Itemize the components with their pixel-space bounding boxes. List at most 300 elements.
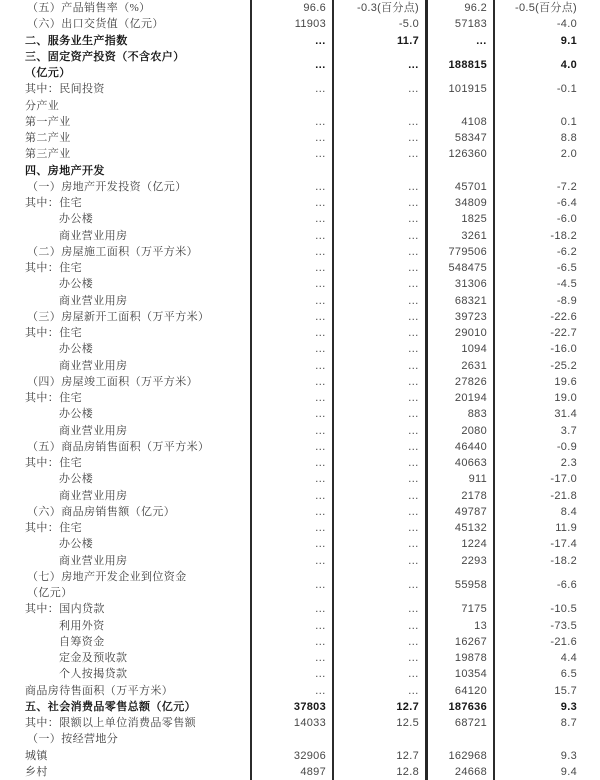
- indicator-label-line1: 城镇: [25, 749, 48, 762]
- table-row: [0, 569, 600, 602]
- current-value-cell-text: …: [314, 327, 326, 339]
- cumulative-growth-cell: [493, 699, 600, 715]
- current-growth-cell-text: …: [407, 213, 419, 226]
- current-growth-cell: [332, 130, 425, 146]
- indicator-label-line1: 定金及预收款: [59, 652, 128, 664]
- current-value-cell: [250, 98, 332, 114]
- current-value-cell-text: …: [314, 424, 326, 437]
- current-growth-cell-text: 12.5: [396, 717, 419, 729]
- cumulative-growth-cell-text: 9.4: [560, 765, 577, 778]
- cumulative-growth-cell: [493, 471, 600, 487]
- cumulative-growth-cell-text: -25.2: [550, 359, 577, 372]
- cumulative-growth-cell: [493, 130, 600, 146]
- indicator-label-line1: （一）房地产开发投资（亿元）: [27, 180, 187, 193]
- table-row: [0, 488, 600, 504]
- cumulative-growth-cell-text: 4.0: [560, 58, 577, 71]
- current-value-cell: [250, 471, 332, 487]
- cumulative-value-cell: [425, 471, 493, 487]
- indicator-label: [0, 455, 250, 471]
- cumulative-value-cell-text: 4108: [461, 115, 487, 128]
- cumulative-value-cell: [425, 81, 493, 97]
- current-value-cell-text: 4897: [300, 765, 326, 778]
- indicator-label-line1: 其中：住宅: [25, 197, 82, 209]
- cumulative-value-cell-text: 34809: [454, 197, 487, 209]
- indicator-label-line1: 乡村: [25, 765, 48, 778]
- indicator-label: [0, 504, 250, 520]
- current-growth-cell-text: …: [407, 457, 419, 469]
- table-row: [0, 195, 600, 211]
- current-value-cell-text: …: [314, 440, 326, 453]
- current-value-cell-text: …: [314, 310, 326, 323]
- current-growth-cell-text: …: [407, 359, 419, 372]
- current-growth-cell: [332, 666, 425, 682]
- cumulative-value-cell-text: 31306: [454, 278, 487, 291]
- cumulative-value-cell-text: 64120: [454, 684, 487, 697]
- cumulative-growth-cell: [493, 406, 600, 422]
- current-value-cell-text: …: [314, 262, 326, 274]
- current-growth-cell: [332, 341, 425, 357]
- cumulative-value-cell: [425, 325, 493, 341]
- current-growth-cell-text: …: [407, 58, 419, 71]
- indicator-label-line2: （亿元）: [25, 67, 71, 79]
- table-row: [0, 309, 600, 325]
- cumulative-value-cell-text: 1094: [461, 343, 487, 356]
- cumulative-growth-cell-text: 8.8: [560, 132, 577, 144]
- table-row: [0, 520, 600, 536]
- indicator-label: [0, 618, 250, 634]
- cumulative-growth-cell: [493, 715, 600, 731]
- indicator-label-line1: 商业营业用房: [59, 359, 128, 372]
- current-value-cell: [250, 406, 332, 422]
- cumulative-growth-cell: [493, 488, 600, 504]
- indicator-label: [0, 406, 250, 422]
- indicator-label: [0, 650, 250, 666]
- current-growth-cell: [332, 748, 425, 764]
- current-value-cell: [250, 276, 332, 292]
- current-growth-cell-text: …: [407, 83, 419, 96]
- indicator-label-line1: 其中：住宅: [25, 457, 82, 469]
- current-value-cell: [250, 0, 332, 16]
- cumulative-value-cell: [425, 130, 493, 146]
- cumulative-growth-cell-text: 19.6: [554, 375, 577, 388]
- current-value-cell-text: …: [314, 684, 326, 697]
- table-row: [0, 455, 600, 471]
- indicator-label: [0, 683, 250, 699]
- cumulative-growth-cell: [493, 455, 600, 471]
- cumulative-growth-cell-text: -18.2: [550, 229, 577, 242]
- table-row: [0, 471, 600, 487]
- indicator-label: [0, 293, 250, 309]
- cumulative-growth-cell: [493, 228, 600, 244]
- cumulative-growth-cell: [493, 569, 600, 602]
- current-growth-cell-text: …: [407, 619, 419, 632]
- cumulative-growth-cell-text: -6.0: [556, 213, 577, 226]
- cumulative-value-cell-text: 96.2: [464, 2, 487, 14]
- table-row: [0, 244, 600, 260]
- cumulative-growth-cell: [493, 748, 600, 764]
- indicator-label: [0, 520, 250, 536]
- current-value-cell: [250, 163, 332, 179]
- cumulative-value-cell: [425, 98, 493, 114]
- current-growth-cell: [332, 211, 425, 227]
- current-growth-cell-text: …: [407, 440, 419, 453]
- cumulative-value-cell: [425, 163, 493, 179]
- cumulative-growth-cell: [493, 195, 600, 211]
- cumulative-growth-cell-text: 6.5: [560, 668, 577, 681]
- cumulative-value-cell-text: 10354: [454, 668, 487, 681]
- current-value-cell-text: …: [314, 375, 326, 388]
- current-value-cell-text: …: [314, 58, 326, 71]
- indicator-label: [0, 358, 250, 374]
- cumulative-value-cell-text: 2080: [461, 424, 487, 437]
- table-row: [0, 163, 600, 179]
- indicator-label-line1: （五）产品销售率（%）: [27, 2, 151, 14]
- table-row: [0, 49, 600, 82]
- cumulative-value-cell-text: 2178: [461, 489, 487, 502]
- current-value-cell: [250, 309, 332, 325]
- cumulative-growth-cell-text: 19.0: [554, 392, 577, 404]
- cumulative-growth-cell: [493, 16, 600, 32]
- cumulative-growth-cell: [493, 325, 600, 341]
- indicator-label-line1: （五）商品房销售面积（万平方米）: [27, 440, 210, 453]
- current-value-cell: [250, 325, 332, 341]
- cumulative-growth-cell-text: -8.9: [556, 294, 577, 307]
- indicator-label-line1: 其中：住宅: [25, 262, 82, 274]
- cumulative-growth-cell-text: 9.3: [560, 700, 577, 713]
- current-value-cell-text: …: [314, 197, 326, 209]
- current-growth-cell-text: …: [407, 132, 419, 144]
- current-value-cell-text: …: [314, 652, 326, 664]
- current-growth-cell: [332, 16, 425, 32]
- current-value-cell: [250, 81, 332, 97]
- current-growth-cell-text: …: [407, 522, 419, 534]
- current-value-cell-text: …: [314, 668, 326, 681]
- current-growth-cell: [332, 146, 425, 162]
- current-growth-cell-text: …: [407, 684, 419, 697]
- current-value-cell-text: 14033: [293, 717, 326, 729]
- cumulative-value-cell: [425, 569, 493, 602]
- current-value-cell-text: …: [314, 578, 326, 591]
- cumulative-growth-cell-text: -7.2: [556, 180, 577, 193]
- current-growth-cell: [332, 439, 425, 455]
- cumulative-value-cell-text: 779506: [448, 245, 487, 258]
- indicator-label: [0, 228, 250, 244]
- current-value-cell: [250, 764, 332, 780]
- current-value-cell: [250, 439, 332, 455]
- current-value-cell: [250, 130, 332, 146]
- cumulative-value-cell: [425, 0, 493, 16]
- current-growth-cell: [332, 374, 425, 390]
- cumulative-growth-cell-text: -17.4: [550, 538, 577, 551]
- cumulative-growth-cell: [493, 33, 600, 49]
- table-row: [0, 0, 600, 16]
- cumulative-value-cell: [425, 731, 493, 747]
- current-value-cell-text: …: [314, 457, 326, 469]
- cumulative-value-cell: [425, 634, 493, 650]
- current-value-cell: [250, 731, 332, 747]
- cumulative-growth-cell-text: -10.5: [550, 603, 577, 616]
- indicator-label-line1: 办公楼: [59, 343, 94, 356]
- current-growth-cell-text: …: [407, 652, 419, 664]
- current-growth-cell: [332, 715, 425, 731]
- cumulative-value-cell: [425, 536, 493, 552]
- current-growth-cell-text: …: [407, 375, 419, 388]
- current-value-cell: [250, 49, 332, 82]
- table-row: [0, 536, 600, 552]
- cumulative-growth-cell-text: -6.4: [556, 197, 577, 209]
- table-row: [0, 81, 600, 97]
- current-value-cell-text: …: [314, 34, 326, 47]
- current-growth-cell: [332, 325, 425, 341]
- table-row: [0, 683, 600, 699]
- indicator-label: [0, 748, 250, 764]
- current-growth-cell-text: …: [407, 505, 419, 518]
- cumulative-growth-cell-text: 2.3: [560, 457, 577, 469]
- cumulative-value-cell: [425, 195, 493, 211]
- current-growth-cell: [332, 650, 425, 666]
- current-value-cell-text: …: [314, 554, 326, 567]
- current-value-cell: [250, 244, 332, 260]
- indicator-label-line1: 三、固定资产投资（不含农户）: [25, 50, 185, 63]
- indicator-label: [0, 390, 250, 406]
- cumulative-growth-cell-text: -6.2: [556, 245, 577, 258]
- indicator-label: [0, 536, 250, 552]
- current-growth-cell-text: …: [407, 603, 419, 616]
- indicator-label: [0, 49, 250, 82]
- indicator-label: [0, 244, 250, 260]
- indicator-label-line1: 办公楼: [59, 278, 94, 291]
- current-value-cell-text: 32906: [293, 749, 326, 762]
- current-value-cell-text: …: [314, 619, 326, 632]
- current-growth-cell: [332, 49, 425, 82]
- current-value-cell-text: …: [314, 343, 326, 356]
- cumulative-value-cell-text: 24668: [454, 765, 487, 778]
- cumulative-value-cell-text: 187636: [448, 700, 487, 713]
- cumulative-value-cell: [425, 260, 493, 276]
- indicator-label-line1: （六）商品房销售额（亿元）: [27, 505, 176, 518]
- table-row: [0, 439, 600, 455]
- cumulative-growth-cell: [493, 601, 600, 617]
- table-row: [0, 650, 600, 666]
- current-growth-cell: [332, 33, 425, 49]
- cumulative-growth-cell-text: 9.1: [560, 34, 577, 47]
- cumulative-value-cell-text: …: [475, 34, 487, 47]
- current-value-cell-text: …: [314, 538, 326, 551]
- current-value-cell-text: …: [314, 473, 326, 486]
- cumulative-growth-cell: [493, 98, 600, 114]
- current-value-cell: [250, 504, 332, 520]
- indicator-label-line1: 办公楼: [59, 538, 94, 551]
- current-growth-cell: [332, 179, 425, 195]
- cumulative-value-cell-text: 883: [467, 408, 487, 421]
- cumulative-growth-cell-text: 9.3: [560, 749, 577, 762]
- indicator-label: [0, 699, 250, 715]
- current-value-cell-text: …: [314, 522, 326, 534]
- cumulative-value-cell: [425, 650, 493, 666]
- current-value-cell: [250, 114, 332, 130]
- table-row: [0, 715, 600, 731]
- cumulative-growth-cell-text: -22.6: [550, 310, 577, 323]
- current-value-cell: [250, 390, 332, 406]
- current-growth-cell-text: …: [407, 635, 419, 648]
- current-growth-cell: [332, 358, 425, 374]
- current-growth-cell: [332, 634, 425, 650]
- current-value-cell: [250, 33, 332, 49]
- cumulative-value-cell-text: 68321: [454, 294, 487, 307]
- cumulative-value-cell: [425, 374, 493, 390]
- current-growth-cell-text: …: [407, 392, 419, 404]
- cumulative-value-cell: [425, 666, 493, 682]
- cumulative-value-cell: [425, 114, 493, 130]
- current-value-cell: [250, 520, 332, 536]
- cumulative-growth-cell-text: 8.4: [560, 505, 577, 518]
- current-value-cell: [250, 488, 332, 504]
- cumulative-growth-cell: [493, 683, 600, 699]
- current-growth-cell: [332, 601, 425, 617]
- current-growth-cell-text: 12.8: [396, 765, 419, 778]
- current-value-cell: [250, 16, 332, 32]
- cumulative-growth-cell-text: 31.4: [554, 408, 577, 421]
- indicator-label: [0, 569, 250, 602]
- current-value-cell-text: …: [314, 115, 326, 128]
- indicator-label-line1: 其中：住宅: [25, 327, 82, 339]
- current-value-cell-text: …: [314, 294, 326, 307]
- indicator-label-line1: 第三产业: [25, 148, 71, 161]
- current-value-cell: [250, 179, 332, 195]
- cumulative-value-cell-text: 7175: [461, 603, 487, 616]
- table-row: [0, 601, 600, 617]
- table-row: [0, 553, 600, 569]
- indicator-label: [0, 276, 250, 292]
- indicator-label: [0, 488, 250, 504]
- current-growth-cell: [332, 423, 425, 439]
- current-value-cell: [250, 195, 332, 211]
- table-row: [0, 260, 600, 276]
- cumulative-value-cell: [425, 33, 493, 49]
- cumulative-growth-cell: [493, 81, 600, 97]
- cumulative-value-cell-text: 58347: [454, 132, 487, 144]
- cumulative-value-cell: [425, 504, 493, 520]
- current-growth-cell: [332, 293, 425, 309]
- current-value-cell-text: …: [314, 148, 326, 161]
- cumulative-value-cell: [425, 715, 493, 731]
- current-value-cell: [250, 601, 332, 617]
- cumulative-growth-cell-text: -0.9: [556, 440, 577, 453]
- current-value-cell: [250, 553, 332, 569]
- indicator-label-line1: 办公楼: [59, 213, 94, 226]
- indicator-label: [0, 423, 250, 439]
- cumulative-growth-cell-text: -0.5(百分点): [515, 2, 577, 14]
- cumulative-growth-cell-text: 0.1: [560, 115, 577, 128]
- cumulative-value-cell-text: 2293: [461, 554, 487, 567]
- current-growth-cell-text: …: [407, 115, 419, 128]
- cumulative-value-cell-text: 45701: [454, 180, 487, 193]
- cumulative-growth-cell: [493, 260, 600, 276]
- table-row: [0, 228, 600, 244]
- cumulative-growth-cell: [493, 163, 600, 179]
- cumulative-growth-cell: [493, 293, 600, 309]
- current-growth-cell: [332, 276, 425, 292]
- cumulative-value-cell: [425, 618, 493, 634]
- indicator-label: [0, 374, 250, 390]
- current-value-cell: [250, 715, 332, 731]
- cumulative-growth-cell: [493, 650, 600, 666]
- cumulative-growth-cell-text: 4.4: [560, 652, 577, 664]
- cumulative-growth-cell: [493, 244, 600, 260]
- current-growth-cell: [332, 471, 425, 487]
- cumulative-growth-cell: [493, 520, 600, 536]
- cumulative-growth-cell: [493, 276, 600, 292]
- cumulative-value-cell-text: 126360: [448, 148, 487, 161]
- cumulative-growth-cell: [493, 634, 600, 650]
- cumulative-growth-cell: [493, 504, 600, 520]
- current-value-cell: [250, 228, 332, 244]
- indicator-label-line1: 个人按揭贷款: [59, 668, 128, 681]
- cumulative-growth-cell-text: -0.1: [556, 83, 577, 96]
- indicator-label-line1: 分产业: [25, 99, 60, 112]
- cumulative-growth-cell-text: -21.8: [550, 489, 577, 502]
- current-value-cell-text: …: [314, 359, 326, 372]
- indicator-label-line1: 其中：国内贷款: [25, 603, 105, 616]
- current-growth-cell-text: …: [407, 180, 419, 193]
- cumulative-value-cell: [425, 49, 493, 82]
- cumulative-growth-cell-text: -17.0: [550, 473, 577, 486]
- indicator-label: [0, 146, 250, 162]
- current-value-cell: [250, 650, 332, 666]
- indicator-label: [0, 81, 250, 97]
- cumulative-value-cell-text: 1825: [461, 213, 487, 226]
- current-value-cell: [250, 260, 332, 276]
- cumulative-value-cell-text: 2631: [461, 359, 487, 372]
- current-growth-cell: [332, 195, 425, 211]
- current-value-cell: [250, 666, 332, 682]
- current-value-cell: [250, 293, 332, 309]
- current-value-cell: [250, 374, 332, 390]
- current-growth-cell: [332, 764, 425, 780]
- cumulative-growth-cell-text: -16.0: [550, 343, 577, 356]
- table-row: [0, 358, 600, 374]
- indicator-label-line1: 商业营业用房: [59, 424, 128, 437]
- current-growth-cell-text: …: [407, 262, 419, 274]
- indicator-label-line1: 办公楼: [59, 473, 94, 486]
- indicator-label-line1: 办公楼: [59, 408, 94, 421]
- cumulative-value-cell-text: 548475: [448, 262, 487, 274]
- cumulative-value-cell: [425, 293, 493, 309]
- table-row: [0, 114, 600, 130]
- cumulative-growth-cell-text: -6.5: [556, 262, 577, 274]
- cumulative-value-cell-text: 45132: [454, 522, 487, 534]
- current-value-cell: [250, 341, 332, 357]
- current-growth-cell: [332, 731, 425, 747]
- table-row: [0, 764, 600, 780]
- cumulative-value-cell: [425, 244, 493, 260]
- cumulative-growth-cell: [493, 341, 600, 357]
- cumulative-growth-cell: [493, 309, 600, 325]
- current-growth-cell-text: …: [407, 554, 419, 567]
- cumulative-growth-cell: [493, 618, 600, 634]
- current-growth-cell-text: …: [407, 197, 419, 209]
- cumulative-growth-cell-text: -4.0: [556, 18, 577, 31]
- indicator-label: [0, 309, 250, 325]
- cumulative-value-cell: [425, 16, 493, 32]
- indicator-label-line1: 四、房地产开发: [25, 164, 105, 177]
- table-row: [0, 504, 600, 520]
- cumulative-growth-cell: [493, 211, 600, 227]
- cumulative-growth-cell-text: -6.6: [556, 578, 577, 591]
- cumulative-value-cell: [425, 748, 493, 764]
- cumulative-growth-cell-text: -18.2: [550, 554, 577, 567]
- table-row: [0, 731, 600, 747]
